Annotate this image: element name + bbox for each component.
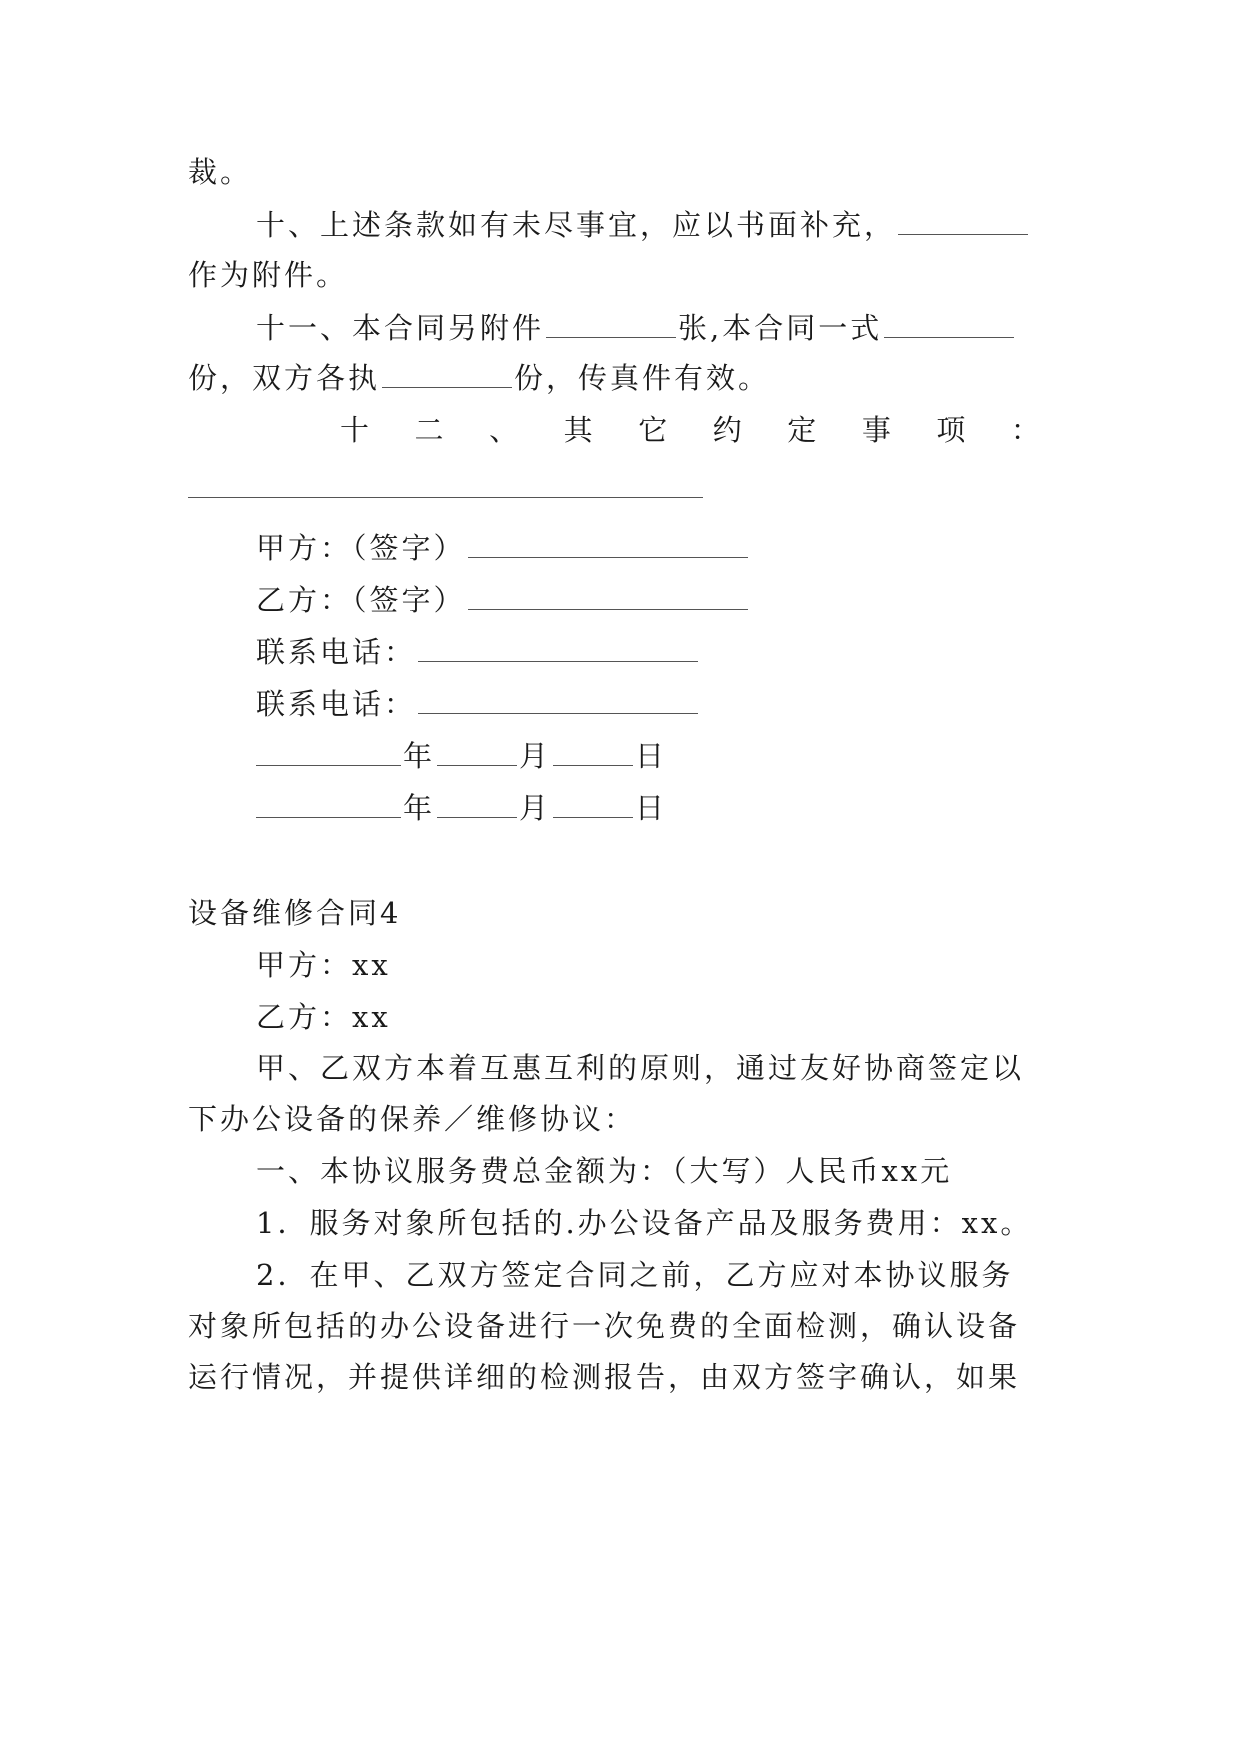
party-a-line bbox=[256, 945, 391, 985]
day-field[interactable] bbox=[553, 790, 633, 818]
phone-a bbox=[256, 632, 700, 672]
attachment-count-field[interactable] bbox=[546, 310, 676, 338]
preamble-cont bbox=[188, 1099, 636, 1139]
clause-11-text-3: 份，双方各执 bbox=[188, 361, 381, 395]
year-label: 年 bbox=[403, 791, 436, 825]
clause-12-char: 二 bbox=[414, 413, 444, 447]
month-field[interactable] bbox=[437, 738, 517, 766]
phone-field[interactable] bbox=[418, 686, 698, 714]
item-1 bbox=[256, 1203, 1032, 1243]
phone-label: 联系电话： bbox=[256, 687, 417, 721]
item-2-text-cont: 运行情况，并提供详细的检测报告，由双方签字确认，如果 bbox=[188, 1360, 1021, 1394]
item-2-cont bbox=[188, 1306, 1020, 1346]
clause-11 bbox=[256, 308, 1016, 348]
clause-10-text-cont: 作为附件。 bbox=[188, 258, 349, 292]
blank-field[interactable] bbox=[898, 207, 1028, 235]
phone-label: 联系电话： bbox=[256, 635, 417, 669]
text-line bbox=[188, 358, 770, 398]
date-line-b bbox=[256, 788, 667, 828]
clause-12-char: 十 bbox=[340, 413, 370, 447]
copies-each-field[interactable] bbox=[382, 360, 512, 388]
day-field[interactable] bbox=[553, 738, 633, 766]
month-label: 月 bbox=[519, 739, 552, 773]
party-a: 甲方：xx bbox=[256, 948, 391, 982]
clause-12-char: 、 bbox=[489, 413, 519, 447]
item-2-cont bbox=[188, 1357, 1020, 1397]
text-line bbox=[188, 255, 348, 295]
clause-12-char: 定 bbox=[787, 413, 817, 447]
clause-10 bbox=[256, 205, 1030, 245]
year-label: 年 bbox=[403, 739, 436, 773]
year-field[interactable] bbox=[256, 738, 401, 766]
contract-title: 设备维修合同4 bbox=[188, 896, 402, 930]
text-line bbox=[188, 152, 252, 192]
signature-b bbox=[256, 580, 750, 620]
phone-field[interactable] bbox=[418, 634, 698, 662]
day-label: 日 bbox=[635, 791, 668, 825]
clause-12-heading bbox=[340, 410, 1040, 450]
month-field[interactable] bbox=[437, 790, 517, 818]
clause-12-char: ： bbox=[1010, 413, 1040, 447]
item-1-text: 1．服务对象所包括的.办公设备产品及服务费用：xx。 bbox=[256, 1206, 1033, 1240]
phone-b bbox=[256, 684, 700, 724]
clause-12-char: 其 bbox=[563, 413, 593, 447]
month-label: 月 bbox=[519, 791, 552, 825]
party-b-sign-label: 乙方：（签字） bbox=[256, 583, 466, 617]
party-b-line bbox=[256, 997, 391, 1037]
day-label: 日 bbox=[635, 739, 668, 773]
date-line-a bbox=[256, 736, 667, 776]
preamble-text: 甲、乙双方本着互惠互利的原则，通过友好协商签定以 bbox=[256, 1051, 1025, 1085]
clause-12-char: 项 bbox=[936, 413, 966, 447]
party-a-sign-field[interactable] bbox=[468, 530, 748, 558]
clause-10-text: 十、上述条款如有未尽事宜，应以书面补充， bbox=[256, 208, 897, 242]
other-terms-field[interactable] bbox=[188, 497, 703, 498]
clause-11-text-2: 张,本合同一式 bbox=[678, 311, 883, 345]
preamble bbox=[256, 1048, 1024, 1088]
signature-a bbox=[256, 528, 750, 568]
clause-12-char: 它 bbox=[638, 413, 668, 447]
item-2-text-cont: 对象所包括的办公设备进行一次免费的全面检测，确认设备 bbox=[188, 1309, 1021, 1343]
item-2-text: 2．在甲、乙双方签定合同之前，乙方应对本协议服务 bbox=[256, 1258, 1014, 1292]
item-2 bbox=[256, 1255, 1013, 1295]
clause-11-text: 十一、本合同另附件 bbox=[256, 311, 545, 345]
clause-ending: 裁。 bbox=[188, 155, 253, 189]
section-title bbox=[188, 893, 401, 933]
party-b: 乙方：xx bbox=[256, 1000, 391, 1034]
clause-11-text-4: 份，传真件有效。 bbox=[514, 361, 771, 395]
party-b-sign-field[interactable] bbox=[468, 582, 748, 610]
clause-12-char: 事 bbox=[861, 413, 891, 447]
section-1 bbox=[256, 1151, 952, 1191]
section-1-text: 一、本协议服务费总金额为：（大写）人民币xx元 bbox=[256, 1154, 953, 1188]
copy-count-field[interactable] bbox=[884, 310, 1014, 338]
clause-12-char: 约 bbox=[712, 413, 742, 447]
preamble-text-cont: 下办公设备的保养／维修协议： bbox=[188, 1102, 637, 1136]
year-field[interactable] bbox=[256, 790, 401, 818]
party-a-sign-label: 甲方：（签字） bbox=[256, 531, 466, 565]
